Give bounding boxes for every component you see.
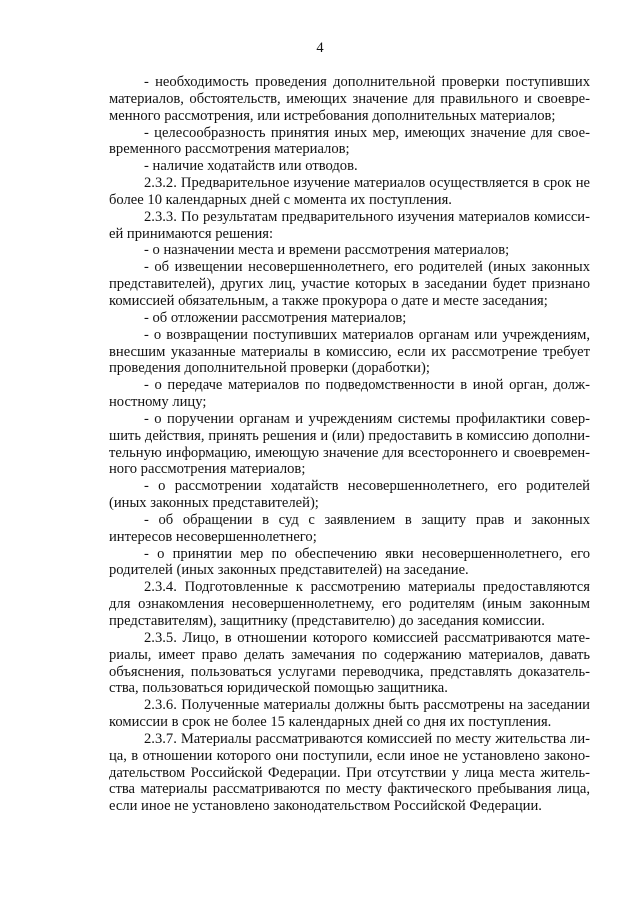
document-body	[109, 74, 590, 815]
paragraph: - о назначении места и времени рассмотрения материалов;	[144, 242, 510, 259]
paragraph: - о принятии мер по обеспечению явки несовершеннолетнего, его родителей (иных законных представителей) на заседание.	[109, 545, 590, 579]
paragraph: 2.3.6. Полученные материалы должны быть рассмотрены на заседании комиссии в срок не более 15 календарных дней со дня их поступления.	[109, 697, 590, 731]
paragraph: 2.3.3. По результатам предварительного изучения материалов комиссией принимаются решения:	[109, 208, 590, 242]
paragraph: 2.3.5. Лицо, в отношении которого комиссией рассматриваются материалы, имеет право делать замечания по содержанию материалов, давать объяснения, пользоваться услугами переводчика, представлять доказательства, пользоваться юридической помощью защитника.	[109, 629, 590, 697]
paragraph: 2.3.4. Подготовленные к рассмотрению материалы предоставляются для ознакомления несовершеннолетнему, его родителям (иным законным представителям), защитнику (представителю) до заседания комиссии.	[109, 579, 590, 629]
paragraph: - об извещении несовершеннолетнего, его родителей (иных законных представителей), других лиц, участие которых в заседании будет признано комиссией обязательным, а также прокурора о дате и месте заседания;	[109, 259, 590, 309]
paragraph: 2.3.2. Предварительное изучение материалов осуществляется в срок не более 10 календарных дней с момента их поступления.	[109, 175, 590, 208]
paragraph: - о передаче материалов по подведомственности в иной орган, должностному лицу;	[109, 377, 590, 411]
paragraph: - о рассмотрении ходатайств несовершеннолетнего, его родителей (иных законных представителей);	[109, 478, 590, 512]
paragraph: - об отложении рассмотрения материалов;	[144, 309, 407, 326]
paragraph: - об обращении в суд с заявлением в защиту прав и законных интересов несовершеннолетнего;	[109, 511, 590, 545]
paragraph: - о поручении органам и учреждениям системы профилактики совершить действия, принять решения и (или) предоставить в комиссию дополнительную информацию, имеющую значение для всестороннего и своевременного рассмотрения материалов;	[109, 410, 590, 478]
page-number: 4	[316, 40, 324, 56]
paragraph: - о возвращении поступивших материалов органам или учреждениям, внесшим указанные материалы в комиссию, если их рассмотрение требует проведения дополнительной проверки (доработки);	[109, 326, 590, 377]
paragraph: 2.3.7. Материалы рассматриваются комиссией по месту жительства лица, в отношении которого они поступили, если иное не установлено законодательством Российской Федерации. При отсутствии у лица места жительства материалы рассматриваются по месту фактического пребывания лица, если иное не установлено законодательством Российской Федерации.	[109, 730, 590, 815]
paragraph: - необходимость проведения дополнительной проверки поступивших материалов, обстоятельств, имеющих значение для правильного и своевременного рассмотрения, или истребования дополнительных материалов;	[109, 74, 590, 124]
paragraph: - целесообразность принятия иных мер, имеющих значение для своевременного рассмотрения материалов;	[109, 124, 590, 158]
paragraph: - наличие ходатайств или отводов.	[144, 158, 358, 175]
